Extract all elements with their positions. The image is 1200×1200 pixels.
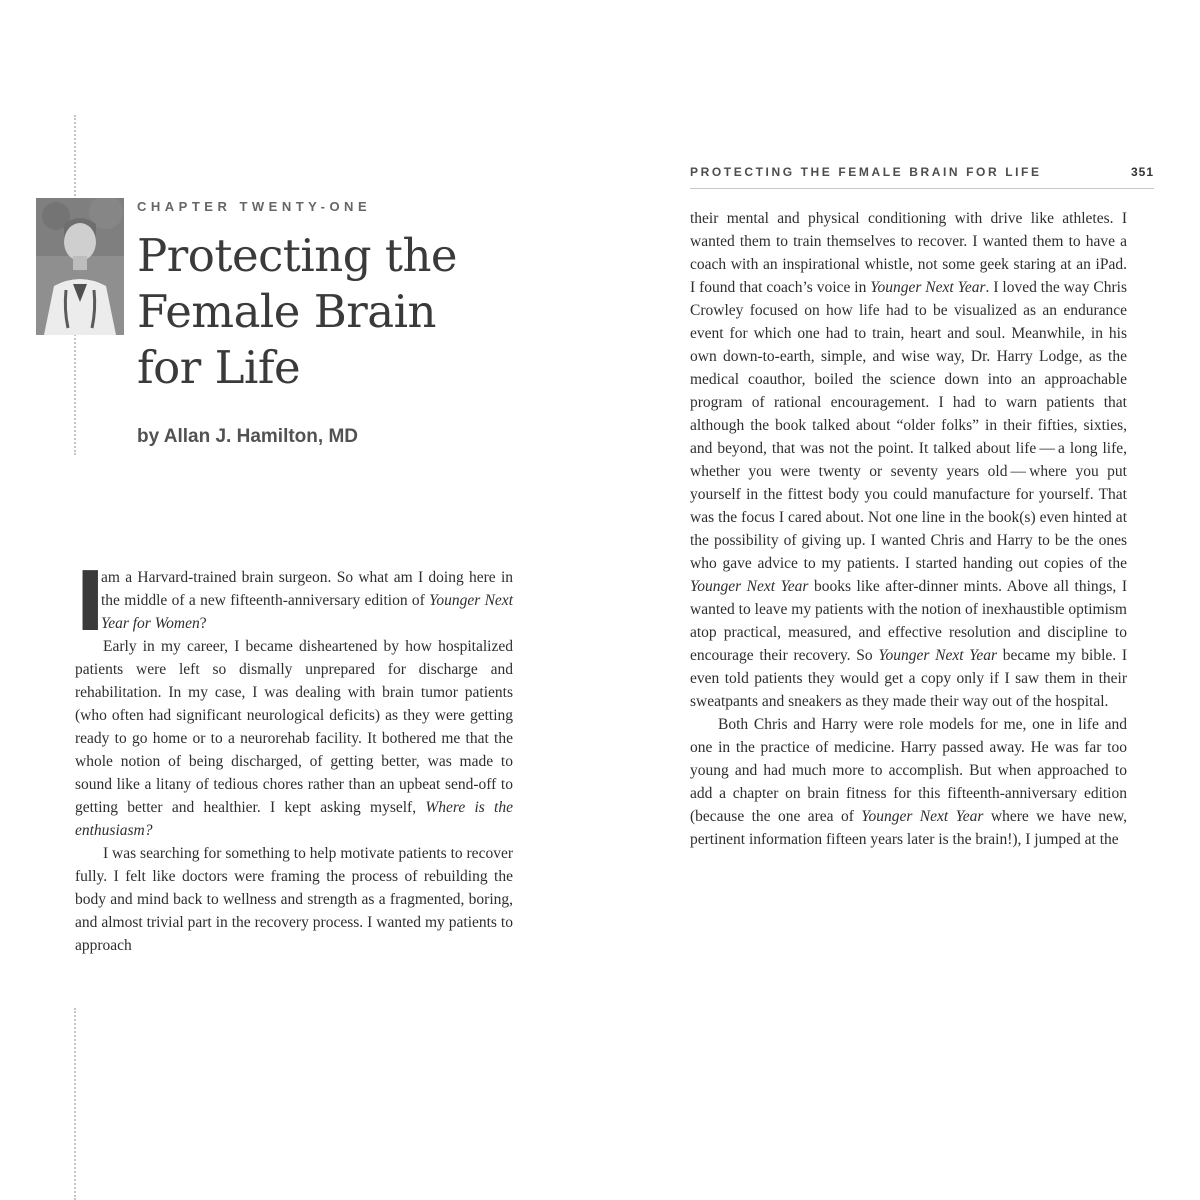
author-photo (36, 198, 124, 335)
paragraph (690, 713, 1127, 851)
dotted-rule-bottom-left (74, 1008, 76, 1200)
text-run: Early in my career, I became disheartened by how hospitalized patients were left so dismally unprepared for discharge and rehabilitation. In my case, I was dealing with brain tumor patients (who often had significant neurological deficits) as they were getting ready to go home or to a neurorehab facility. It bothered me that the whole notion of being discharged, of getting better, was made to sound like a litany of tedious chores rather than an upbeat send-off to getting better and healthier. I kept asking myself, (75, 638, 513, 816)
italic-text-run: Younger Next Year (878, 647, 998, 664)
italic-text-run: Younger Next Year for Women (101, 592, 513, 632)
chapter-title-line-1: Protecting the (137, 229, 458, 282)
paragraph (75, 842, 513, 957)
running-head (690, 165, 1154, 189)
chapter-title-line-3: for Life (137, 341, 301, 394)
chapter-label: CHAPTER TWENTY-ONE (137, 199, 372, 214)
text-run: I was searching for something to help motivate patients to recover fully. I felt like doctors were framing the process of rebuilding the body and mind back to wellness and strength as a fragmented, boring, and almost trivial part in the recovery process. I wanted my patients to approach (75, 845, 513, 954)
italic-text-run: Younger Next Year (870, 279, 986, 296)
chapter-title-line-2: Female Brain (137, 285, 437, 338)
text-run: Both Chris and Harry were role models for me, one in life and one in the practice of medicine. Harry passed away. He was far too young and had much more to accomplish. But when approached to add a chapter on brain fitness for this fifteenth-anniversary edition (because the one area of (690, 716, 1127, 825)
chapter-heading-block (137, 199, 557, 448)
chapter-title (137, 228, 557, 396)
italic-text-run: Younger Next Year (690, 578, 809, 595)
chapter-byline: by Allan J. Hamilton, MD (137, 426, 358, 447)
running-head-title: PROTECTING THE FEMALE BRAIN FOR LIFE (690, 165, 1042, 179)
paragraph (75, 635, 513, 842)
text-run: where we have new, pertinent information fifteen years later is the brain!), I jumped at the (690, 808, 1128, 848)
text-run: . I loved the way Chris Crowley focused on how life had to be visualized as an endurance event for which one had to train, heart and soul. Meanwhile, in his own down-to-earth, simple, and wise way, Dr. Harry Lodge, as the medical coauthor, boiled the science down into an approachable program of rational encouragement. I had to warn patients that although the book talked about “older folks” in their fifties, sixties, and beyond, that was not the point. It talked about life — a long life, whether you were twenty or seventy years old — where you put yourself in the fittest body you could manufacture for yourself. That was the focus I cared about. Not one line in the book(s) even hinted at the possibility of giving up. I wanted Chris and Harry to be the ones who gave advice to my patients. I started handing out copies of the (690, 279, 1127, 572)
text-run: books like after-dinner mints. Above all things, I wanted to leave my patients with the notion of inexhaustible optimism atop practical, measured, and effective resolution and discipline to encourage their recovery. So (690, 578, 1127, 664)
page-number: 351 (1130, 165, 1154, 179)
italic-text-run: Where is the enthusiasm? (75, 799, 513, 839)
author-portrait-graphic (36, 198, 124, 335)
text-run: became my bible. I even told patients they would get a copy only if I saw them in their sweatpants and sneakers as they made their way out of the hospital. (690, 647, 1128, 710)
text-run: ? (199, 615, 207, 632)
text-run: their mental and physical conditioning with drive like athletes. I wanted them to train themselves to recover. I wanted them to have a coach with an inspirational whistle, not some geek staring at an iPad. I found that coach’s voice in (690, 210, 1127, 296)
dropcap-initial: I (75, 555, 106, 650)
right-column-text (690, 207, 1127, 851)
left-column-text (75, 555, 513, 957)
text-run: am a Harvard-trained brain surgeon. So what am I doing here in the middle of a new fifteenth-anniversary edition of (101, 569, 513, 609)
paragraph (690, 207, 1127, 713)
paragraph (75, 555, 513, 650)
italic-text-run: Younger Next Year (861, 808, 984, 825)
